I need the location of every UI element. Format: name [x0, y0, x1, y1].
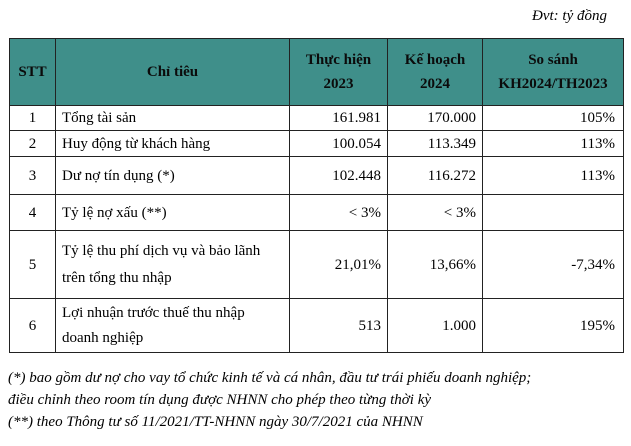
row-stt: 6 — [10, 299, 56, 353]
table-row — [10, 231, 624, 299]
header-compare-line2: KH2024/TH2023 — [498, 76, 608, 92]
row-indicator: Lợi nhuận trước thuế thu nhập doanh nghiệp — [56, 299, 290, 353]
row-compare: 113% — [483, 157, 624, 195]
header-indicator-label: Chỉ tiêu — [146, 64, 199, 80]
unit-label: Đvt: tỷ đồng — [532, 8, 607, 24]
header-actual-line2: 2023 — [323, 76, 354, 92]
row-compare — [483, 195, 624, 231]
row-indicator: Tỷ lệ nợ xấu (**) — [56, 195, 290, 231]
row-indicator: Dư nợ tín dụng (*) — [56, 157, 290, 195]
row-compare: 195% — [483, 299, 624, 353]
row-plan: 170.000 — [388, 106, 483, 131]
footnotes — [8, 367, 628, 433]
row-actual: 100.054 — [290, 131, 388, 157]
row-plan: < 3% — [388, 195, 483, 231]
header-indicator — [56, 39, 290, 106]
row-stt: 2 — [10, 131, 56, 157]
row-actual: 161.981 — [290, 106, 388, 131]
table-row — [10, 299, 624, 353]
header-plan-line2: 2024 — [420, 76, 450, 92]
footnote-1-line-2: điều chỉnh theo room tín dụng được NHNN cho phép theo từng thời kỳ — [8, 392, 432, 408]
row-plan: 116.272 — [388, 157, 483, 195]
row-actual: 513 — [290, 299, 388, 353]
row-indicator: Huy động từ khách hàng — [56, 131, 290, 157]
header-actual-2023 — [290, 39, 388, 106]
row-stt: 1 — [10, 106, 56, 131]
header-plan-line1: Kế hoạch — [404, 52, 466, 68]
row-plan: 113.349 — [388, 131, 483, 157]
table-row — [10, 195, 624, 231]
footnote-1-line-1: (*) bao gồm dư nợ cho vay tổ chức kinh tế và cá nhân, đầu tư trái phiếu doanh nghiệp; — [8, 370, 532, 386]
row-plan: 1.000 — [388, 299, 483, 353]
row-compare: -7,34% — [483, 231, 624, 299]
row-compare: 105% — [483, 106, 624, 131]
row-actual: < 3% — [290, 195, 388, 231]
row-actual: 102.448 — [290, 157, 388, 195]
row-stt: 3 — [10, 157, 56, 195]
header-stt — [10, 39, 56, 106]
row-plan: 13,66% — [388, 231, 483, 299]
header-compare-line1: So sánh — [528, 52, 578, 68]
row-stt: 5 — [10, 231, 56, 299]
row-actual: 21,01% — [290, 231, 388, 299]
row-stt: 4 — [10, 195, 56, 231]
plan-table — [9, 38, 624, 353]
table-row — [10, 157, 624, 195]
row-indicator: Tỷ lệ thu phí dịch vụ và bảo lãnh trên tổng thu nhập — [56, 231, 290, 299]
row-compare: 113% — [483, 131, 624, 157]
footnote-2: (**) theo Thông tư số 11/2021/TT-NHNN ngày 30/7/2021 của NHNN — [8, 414, 423, 430]
header-stt-label: STT — [18, 64, 47, 80]
header-actual-line1: Thực hiện — [305, 52, 372, 68]
table-row — [10, 131, 624, 157]
row-indicator: Tổng tài sản — [56, 106, 290, 131]
table-row — [10, 106, 624, 131]
header-plan-2024 — [388, 39, 483, 106]
header-compare — [483, 39, 624, 106]
table-header-row — [10, 39, 624, 106]
